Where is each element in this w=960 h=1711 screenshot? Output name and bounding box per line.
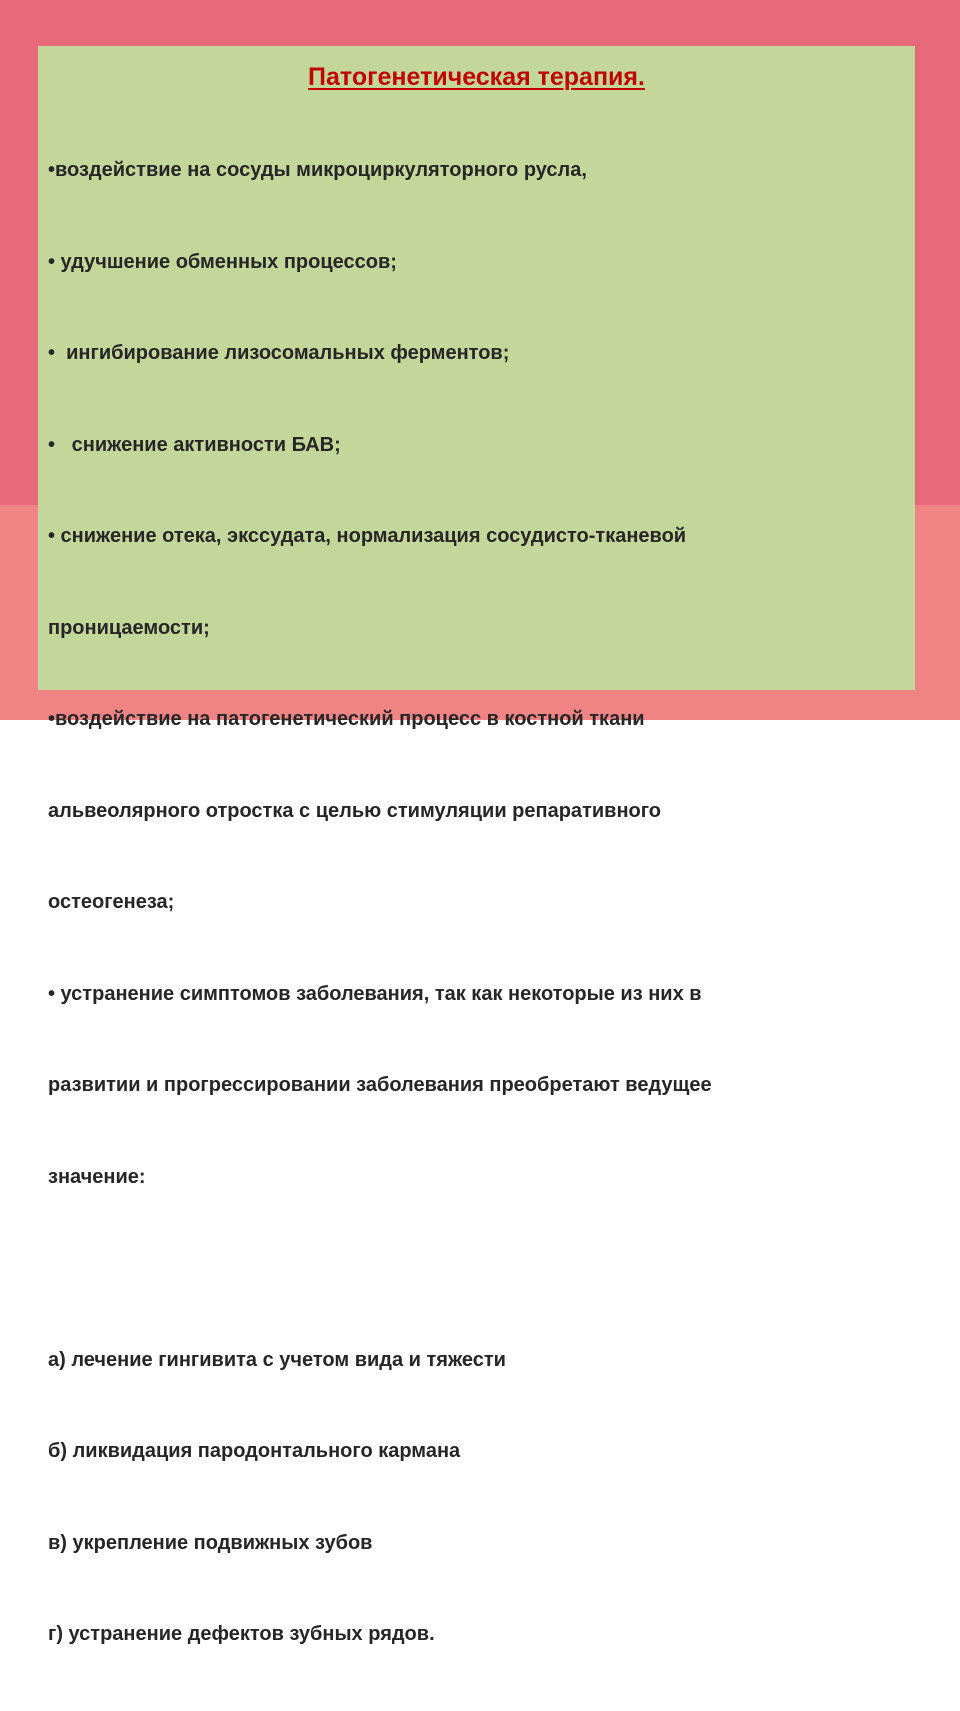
body-line: • снижение отека, экссудата, нормализация сосудисто-тканевой bbox=[48, 525, 687, 547]
body-line: • ингибирование лизосомальных ферментов; bbox=[48, 342, 510, 364]
body-line: проницаемости; bbox=[48, 616, 210, 639]
slide-title: Патогенетическая терапия. bbox=[308, 63, 645, 91]
blank-line bbox=[48, 1253, 888, 1284]
sublist-item: а) лечение гингивита с учетом вида и тяжести bbox=[48, 1348, 506, 1371]
sublist-item: б) ликвидация пародонтального кармана bbox=[48, 1440, 461, 1462]
sublist-item: в) укрепление подвижных зубов bbox=[48, 1531, 373, 1554]
body-line: • устранение симптомов заболевания, так как некоторые из них в bbox=[48, 982, 702, 1005]
body-line: альвеолярного отростка с целью стимуляции репаративного bbox=[48, 799, 662, 822]
body-line: развитии и прогрессировании заболевания преобретают ведущее bbox=[48, 1074, 712, 1096]
body-line: значение: bbox=[48, 1165, 146, 1188]
slide-body bbox=[48, 94, 888, 1711]
content-panel bbox=[38, 46, 915, 1645]
body-line: • удучшение обменных процессов; bbox=[48, 250, 397, 273]
body-line: остеогенеза; bbox=[48, 891, 175, 913]
body-line: •воздействие на сосуды микроциркуляторного русла, bbox=[48, 159, 587, 181]
sublist-item: г) устранение дефектов зубных рядов. bbox=[48, 1623, 435, 1645]
body-line: • снижение активности БАВ; bbox=[48, 433, 341, 456]
body-line: •воздействие на патогенетический процесс в костной ткани bbox=[48, 708, 645, 730]
